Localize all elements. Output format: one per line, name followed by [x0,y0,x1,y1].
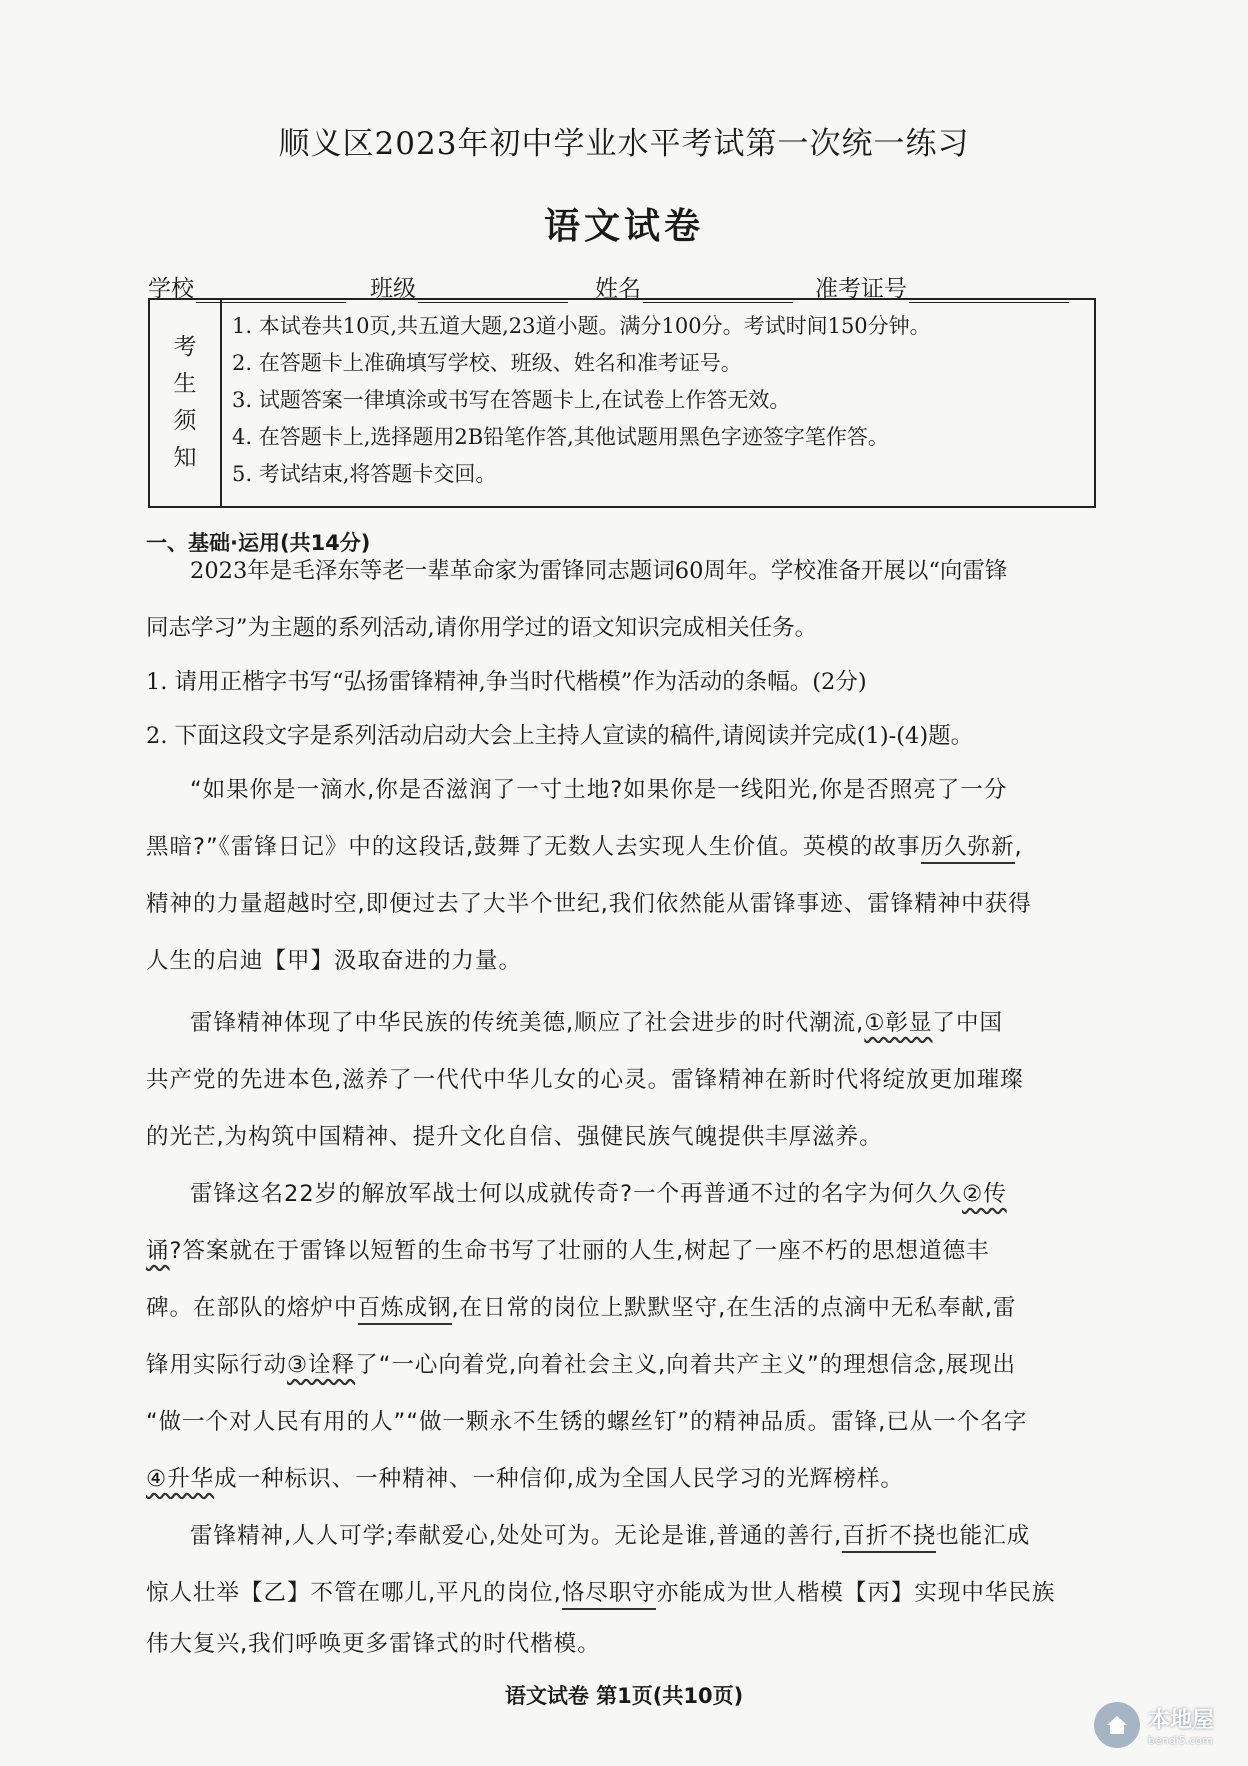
passage-text: , [1014,834,1023,860]
section-heading: 一、基础·运用(共14分) [146,531,371,555]
passage-text: 碑。在部队的熔炉中 [146,1295,358,1321]
notice-item: 4. 在答题卡上,选择题用2B铅笔作答,其他试题用黑色字迹签字笔作答。 [232,425,889,449]
wavy-phrase: ④升华 [146,1466,215,1492]
passage-line [146,1233,990,1265]
underlined-phrase: 百炼成钢 [358,1295,452,1325]
passage-text: ,在日常的岗位上默默坚守,在生活的点滴中无私奉献,雷 [451,1295,1017,1321]
notice-item: 1. 本试卷共10页,共五道大题,23道小题。满分100分。考试时间150分钟。 [232,314,931,338]
house-icon [1094,1702,1140,1748]
passage-line: 的光芒,为构筑中国精神、提升文化自信、强健民族气魄提供丰厚滋养。 [146,1124,883,1150]
passage-text: 雷锋精神体现了中华民族的传统美德,顺应了社会进步的时代潮流, [190,1010,865,1036]
passage-text: 锋用实际行动 [146,1352,288,1378]
intro-line: 同志学习”为主题的系列活动,请你用学过的语文知识完成相关任务。 [146,615,818,641]
passage-line [190,1005,1003,1037]
underlined-phrase: 历久弥新 [921,834,1015,864]
passage-line: “做一个对人民有用的人”“做一颗永不生锈的螺丝钉”的精神品质。雷锋,已从一个名字 [146,1409,1028,1435]
passage-line [190,1176,1007,1208]
wavy-phrase: ②传 [962,1181,1007,1207]
exam-notice-box [148,298,1096,508]
passage-text: 黑暗?”《雷锋日记》中的这段话,鼓舞了无数人去实现人生价值。英模的故事 [146,834,921,860]
passage-line [146,829,1023,861]
watermark-url: bendi5.com [1147,1734,1213,1747]
passage-line [146,1347,1016,1379]
wavy-phrase: 诵 [146,1238,170,1264]
notice-label-char: 须 [173,408,197,434]
notice-item: 5. 考试结束,将答题卡交回。 [232,462,497,486]
exam-subtitle: 语文试卷 [543,205,704,247]
passage-text: 雷锋这名22岁的解放军战士何以成就传奇?一个再普通不过的名字为何久久 [190,1181,963,1207]
class-label: 班级 [370,276,416,302]
notice-item: 2. 在答题卡上准确填写学校、班级、姓名和准考证号。 [232,351,742,375]
notice-list [150,300,931,493]
passage-line [146,1290,1017,1322]
passage-line: 人生的启迪【甲】汲取奋进的力量。 [146,948,523,974]
question-1: 1. 请用正楷字书写“弘扬雷锋精神,争当时代楷模”作为活动的条幅。(2分) [146,669,867,695]
passage-line: 精神的力量超越时空,即便过去了大半个世纪,我们依然能从雷锋事迹、雷锋精神中获得 [146,891,1032,917]
question-2: 2. 下面这段文字是系列活动启动大会上主持人宣读的稿件,请阅读并完成(1)-(4)题。 [146,723,974,749]
school-label: 学校 [148,276,194,302]
passage-text: 惊人壮举【乙】不管在哪儿,平凡的岗位, [146,1580,562,1606]
passage-text: 雷锋精神,人人可学;奉献爱心,处处可为。无论是谁,普通的善行, [190,1523,843,1549]
site-watermark [1094,1702,1214,1748]
passage-text: 亦能成为世人楷模【丙】实现中华民族 [655,1580,1056,1606]
underlined-phrase: 恪尽职守 [562,1580,656,1610]
passage-text: 了“一心向着党,向着社会主义,向着共产主义”的理想信念,展现出 [355,1352,1016,1378]
name-label: 姓名 [595,276,641,302]
passage-line: “如果你是一滴水,你是否滋润了一寸土地?如果你是一线阳光,你是否照亮了一分 [190,777,1008,803]
passage-line [190,1518,1030,1550]
passage-line: 共产党的先进本色,滋养了一代代中华儿女的心灵。雷锋精神在新时代将绽放更加璀璨 [146,1067,1024,1093]
watermark-name: 本地屋 [1147,1708,1214,1733]
passage-line: 伟大复兴,我们呼唤更多雷锋式的时代楷模。 [146,1631,601,1657]
wavy-phrase: ③诠释 [287,1352,356,1378]
intro-line: 2023年是毛泽东等老一辈革命家为雷锋同志题词60周年。学校准备开展以“向雷锋 [190,558,1008,584]
passage-text: 也能汇成 [936,1523,1031,1549]
notice-item: 3. 试题答案一律填涂或书写在答题卡上,在试卷上作答无效。 [232,388,791,412]
notice-label-char: 考 [173,334,197,360]
exam-title: 顺义区2023年初中学业水平考试第一次统一练习 [278,126,970,162]
passage-text: ?答案就在于雷锋以短暂的生命书写了壮丽的人生,树起了一座不朽的思想道德丰 [169,1238,990,1264]
passage-text: 了中国 [932,1010,1003,1036]
passage-line [146,1461,904,1493]
notice-label-char: 知 [173,445,197,471]
exam-id-label: 准考证号 [815,276,907,302]
wavy-phrase: ①彰显 [864,1010,933,1036]
notice-label-char: 生 [173,371,197,397]
underlined-phrase: 百折不挠 [842,1523,936,1553]
page-footer: 语文试卷 第1页(共10页) [504,1684,744,1708]
watermark-text [1148,1703,1214,1747]
passage-line [146,1575,1055,1607]
passage-text: 成一种标识、一种精神、一种信仰,成为全国人民学习的光辉榜样。 [214,1466,904,1492]
